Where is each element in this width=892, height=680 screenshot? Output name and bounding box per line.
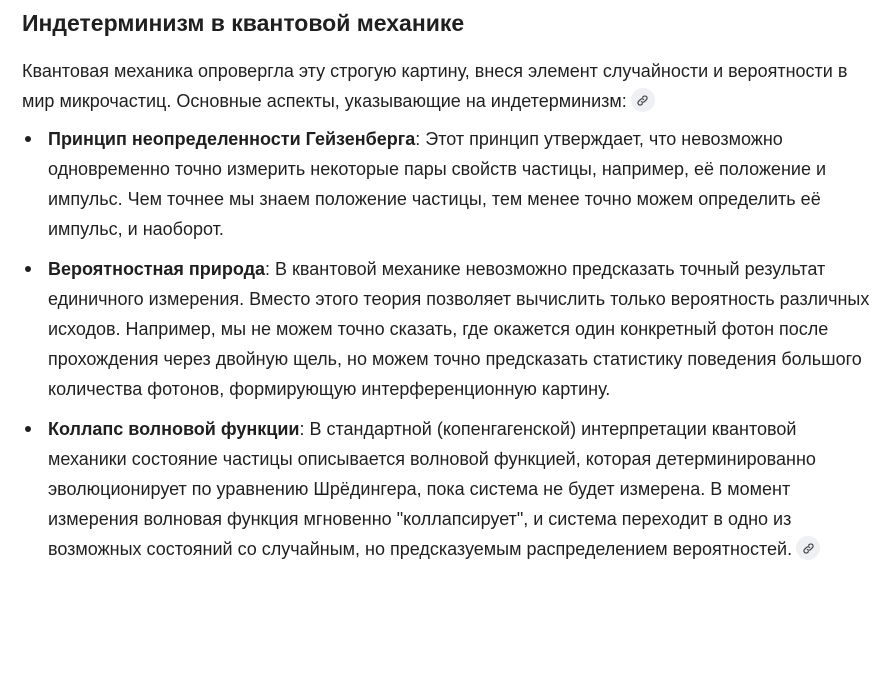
link-icon [636, 94, 649, 107]
aspects-list [22, 124, 872, 564]
bullet-icon [25, 136, 31, 142]
item-text: : В квантовой механике невозможно предсказать точный результат единичного измерения. Вместо этого теория позволяет вычислить только вероятность различных исходов. Например, мы не можем точно сказать, где окажется один конкретный фотон после прохождения через двойную щель, но можем точно предсказать статистику поведения большого количества фотонов, формирующую интерференционную картину. [48, 259, 870, 399]
intro-paragraph [22, 56, 872, 116]
item-text: : Этот принцип утверждает, что невозможно одновременно точно измерить некоторые пары свойств частицы, например, её положение и импульс. Чем точнее мы знаем положение частицы, тем менее точно можем определить её импульс, и наоборот. [48, 129, 827, 239]
source-link-button[interactable] [631, 88, 655, 112]
section-heading: Индетерминизм в квантовой механике [22, 10, 465, 36]
item-text: : В стандартной (копенгагенской) интерпретации квантовой механики состояние частицы описывается волновой функцией, которая детерминированно эволюционирует по уравнению Шрёдингера, пока система не будет измерена. В момент измерения волновая функция мгновенно "коллапсирует", и система переходит в одно из возможных состояний со случайным, но предсказуемым распределением вероятностей. [48, 419, 816, 559]
source-link-button[interactable] [796, 536, 820, 560]
list-item [22, 124, 872, 244]
bullet-icon [25, 426, 31, 432]
link-icon [802, 542, 815, 555]
list-item [22, 414, 872, 564]
list-item [22, 254, 872, 404]
bullet-icon [25, 266, 31, 272]
item-term: Принцип неопределенности Гейзенберга [48, 129, 416, 149]
item-term: Коллапс волновой функции [48, 419, 300, 439]
item-term: Вероятностная природа [48, 259, 266, 279]
intro-text: Квантовая механика опровергла эту строгую картину, внеся элемент случайности и вероятности в мир микрочастиц. Основные аспекты, указывающие на индетерминизм: [22, 61, 848, 111]
